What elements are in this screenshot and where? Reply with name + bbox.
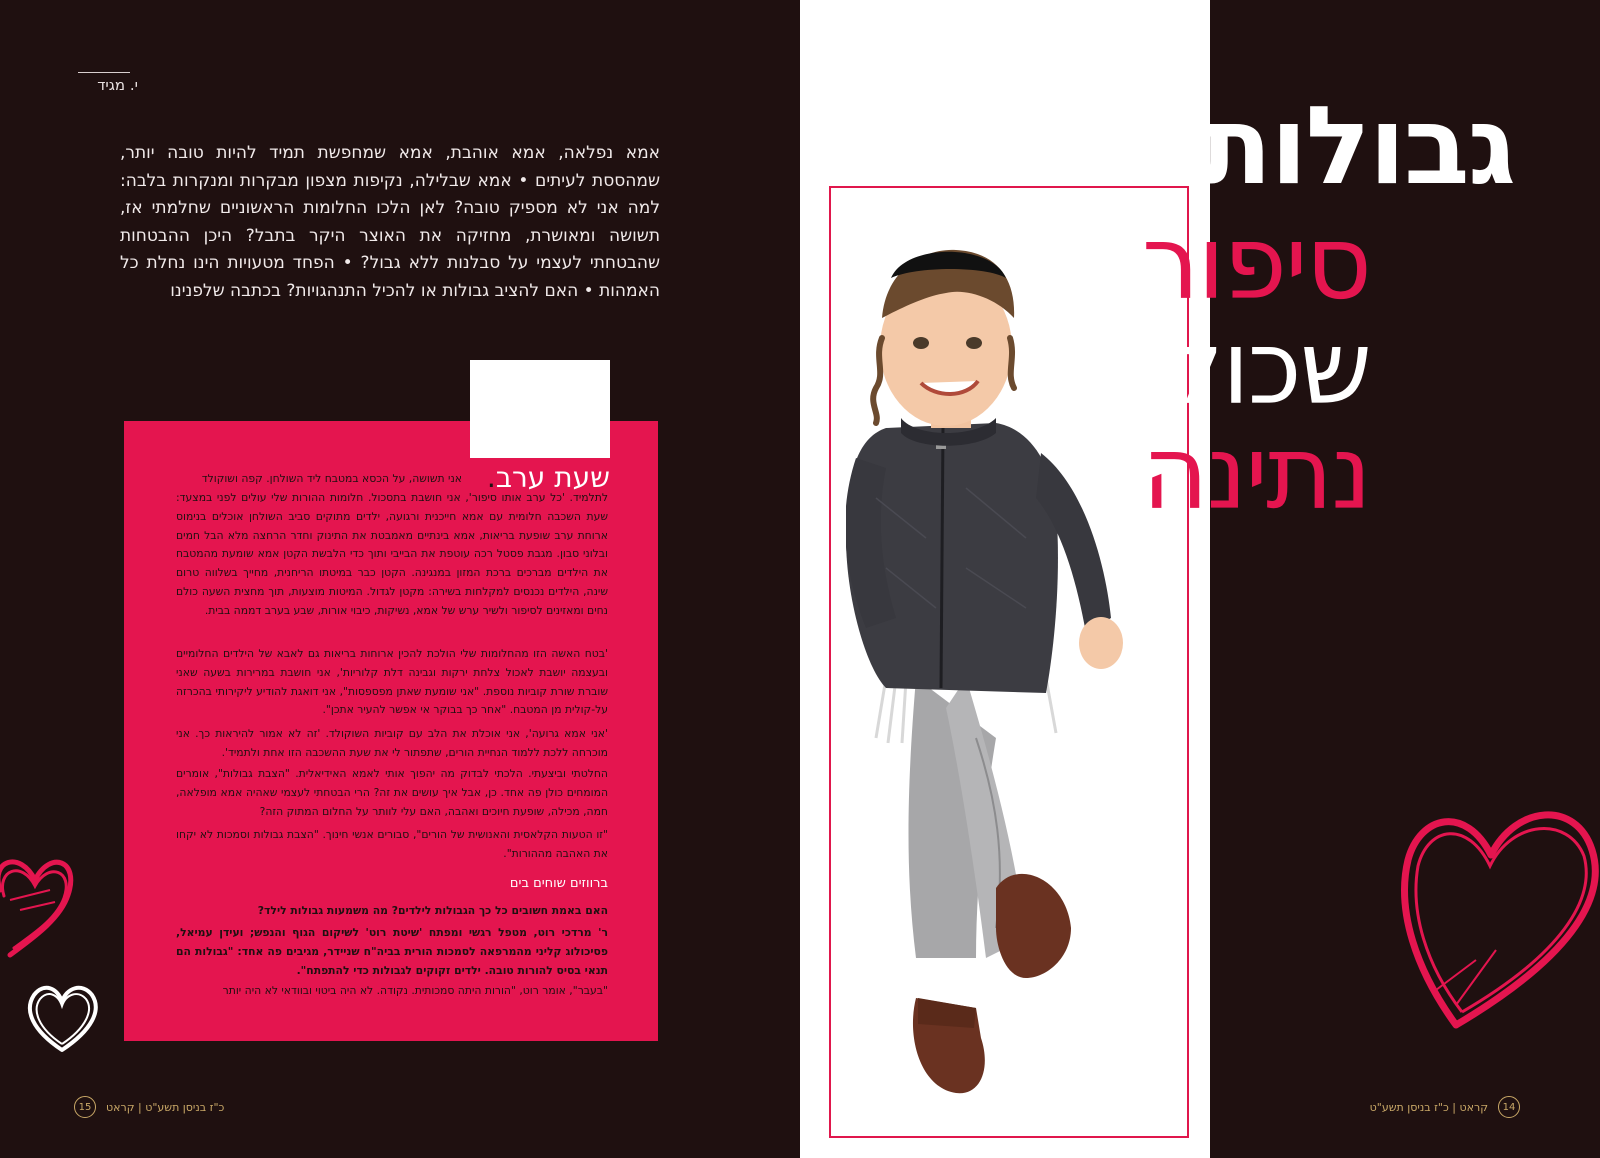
page-number: 14 bbox=[1498, 1096, 1520, 1118]
footer-left bbox=[74, 1096, 224, 1118]
article-p3: 'אני אמא גרועה', אני אוכלת את הלב עם קוביות השוקולד. 'זה לא אמור להיראות כך. אני מוכרחה ללכת ללמוד הנחיית הורים, שתפתור לי את שעת ההשכבה הזו אחת ולתמיד'. bbox=[176, 727, 608, 759]
heart-icon bbox=[0, 850, 80, 960]
article-p1-rest: לתלמיד. 'כל ערב אותו סיפור', אני חושבת בתסכול. חלומות ההורות שלי עולים לפני במצעד: שעת השכבה חלומית עם אמא חייכנית ורגועה, ילדים מתוקים סביב השולחן אוכלים בנימוס ארוחת ערב שופעת בריאות, אמא בינתיים מאמבטת את התינוק וחדר הרחצה מלא הבל חמים ובלוני סבון. מגבת פסטל רכה עוטפת את הבייבי ותוך כדי הלבשת הקטן אמא שומעת מהמטבח את הילדים מברכים ברכת המזון במנגינה. הקטן כבר במיטתו הריחנית, מחייך בשלווה טרום שינה, הילדים נכנסים למקלחות בשירה: מקטן לגדול. המיטות מוצעות, תוך מחצית השעה כולם נחים ומאזינים לסיפור ולשיר ערש של אמא, נשיקות, כיבוי אורות, שבע בערב דממה בבית. bbox=[176, 491, 608, 617]
title-line-3: נתינה bbox=[1141, 414, 1370, 533]
heart-icon bbox=[22, 980, 102, 1060]
title-line-1: סיפור bbox=[1141, 204, 1370, 323]
article-p5: "זו הטעות הקלאסית והאנושית של הורים", סבורים אנשי חינוך. "הצבת גבולות וסמכות לא יקחו את האהבה מההורות". bbox=[176, 828, 608, 860]
article-p1-first: אני תשושה, על הכסא במטבח ליד השולחן. קפה ושוקולד bbox=[201, 472, 462, 485]
footer-right bbox=[1370, 1096, 1520, 1118]
heading-text: שעת ערב bbox=[495, 461, 610, 494]
article-p7: "בעבר", אומר רוט, "הורות היתה סמכותית. נקודה. לא היה ביטוי ובוודאי לא היה יותר bbox=[222, 984, 608, 997]
footer-text: כ"ז בניסן תשע"ט | קראט bbox=[106, 1100, 225, 1114]
footer-text: קראט | כ"ז בניסן תשע"ט bbox=[1369, 1100, 1488, 1114]
intro-text: אמא נפלאה, אמא אוהבת, אמא שמחפשת תמיד להיות טובה יותר, שמהססת לעיתים • אמא שבלילה, נקיפות מצפון מבקרות ומנקרות בלבה: למה אני לא מספיק טובה? לאן הלכו החלומות הראשוניים שחלמתי אז, תשושה ומאושרת, מחזיקה את האוצר היקר בתבל? היכן ההבטחות שהבטחתי לעצמי על סבלנות ללא גבול? • הפחד מטעויות הינו נחלת כל האמהות • האם להציב גבולות או להכיל התנהגויות? בכתבה שלפנינו bbox=[120, 143, 660, 301]
author-rule bbox=[78, 72, 130, 73]
article-p6: ר' מרדכי רוט, מטפל רגשי ומפתח 'שיטת רוט' לשיקום הגוף והנפש; ועידן עמיאל, פסיכולוג קליני מהמרפאה לסמכות הורית בביה"ח שניידר, מגיבים פה אחד: "גבולות הם תנאי בסיס להורות טובה. ילדים זקוקים לגבולות כדי להתפתח". bbox=[176, 926, 608, 977]
article-p4: החלטתי וביצעתי. הלכתי לבדוק מה יהפוך אותי לאמא האידיאלית. "הצבת גבולות", אומרים המומחים כולן פה אחד. כן, אבל איך עושים את זה? הרי הבטחתי לעצמי שאהיה אמא מופלאה, חמה, מכילה, שופעת חיוכים ואהבה, האם עלי לוותר על החלום המתוק הזה? bbox=[176, 767, 608, 818]
title-main: גבולות bbox=[1198, 84, 1514, 209]
article-p2: 'בטח האשה הזו מהחלומות שלי הולכת להכין ארוחות בריאות גם לאבא של הילדים החלומיים ובעצמה יושבת לאכול צלחת ירקות וגבינה דלת קלוריות', אני חושבת במרירות בשעה שאני שוברת שורת קוביות נוספת. "אני שומעת שאתן מפספסות", אני דואגת להודיע ליקירותי בהכרזה על-קולית מן המטבח. "אחר כך בבוקר אי אפשר להעיר אתכן". bbox=[176, 647, 608, 717]
page-number: 15 bbox=[74, 1096, 96, 1118]
heading-dot: . bbox=[486, 461, 496, 494]
article-subhead: ברווזים שוחים בים bbox=[509, 876, 608, 891]
heart-icon bbox=[1396, 800, 1600, 1030]
author-name: י. מגיד bbox=[97, 76, 138, 94]
title-line-2: שכולו bbox=[1140, 309, 1370, 428]
article-question: האם באמת חשובים כל כך הגבולות לילדים? מה משמעות גבולות לילד? bbox=[257, 904, 608, 917]
